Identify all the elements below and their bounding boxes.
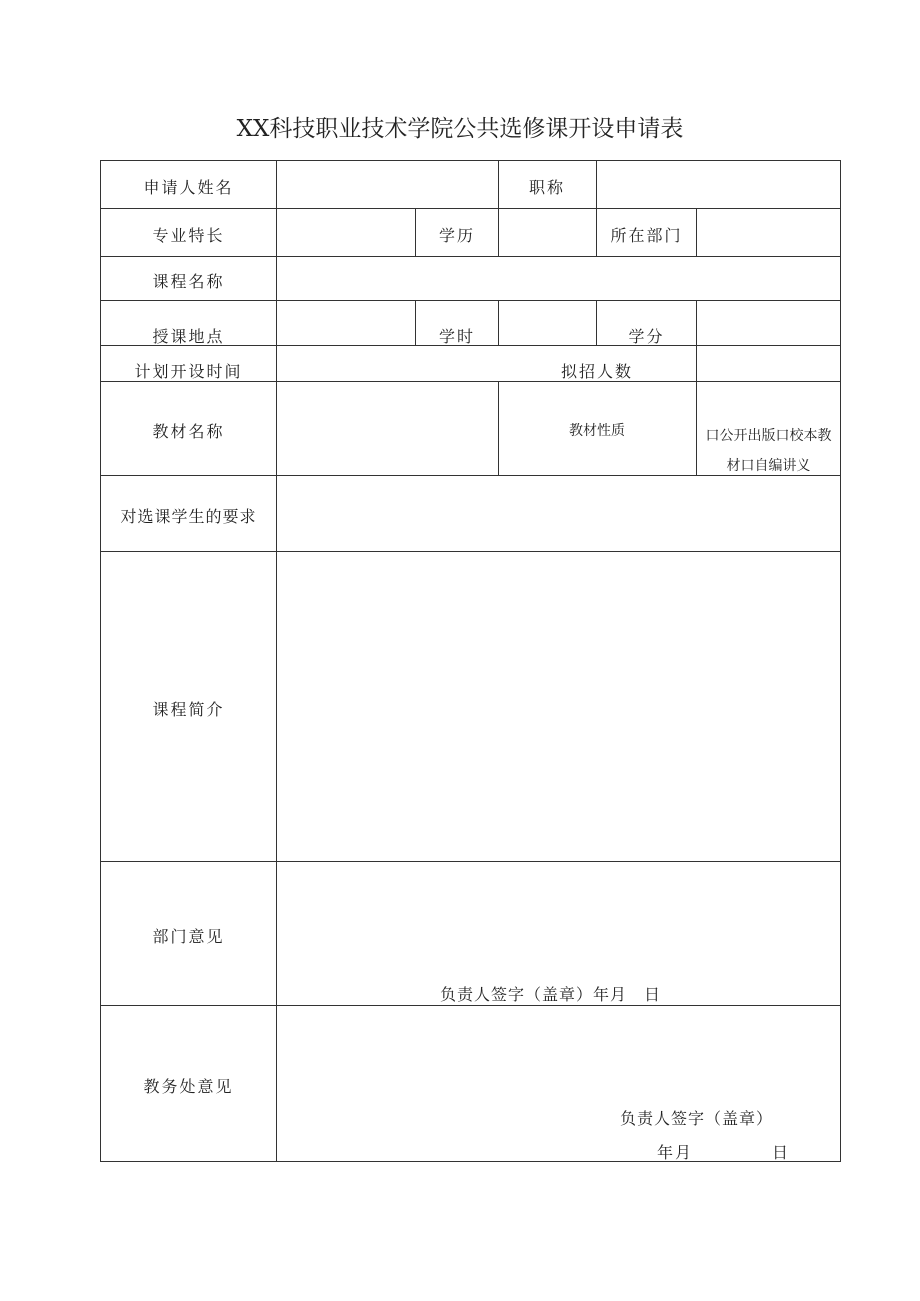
planned-time-field[interactable]: [277, 346, 498, 381]
location-label: 授课地点: [152, 327, 225, 346]
job-title-label: 职称: [528, 178, 565, 197]
specialty-label: 专业特长: [152, 226, 225, 245]
academic-date-day: 日: [772, 1143, 791, 1162]
course-name-field[interactable]: [277, 257, 840, 300]
credits-field[interactable]: [697, 301, 840, 345]
table-border-bottom: [100, 1161, 841, 1162]
dept-opinion-field[interactable]: [277, 862, 840, 972]
table-border-right: [840, 160, 841, 1162]
course-intro-field[interactable]: [277, 552, 840, 861]
dept-signature-line: 负责人签字（盖章）年月 日: [440, 985, 662, 1004]
form-title: XX科技职业技术学院公共选修课开设申请表: [236, 116, 684, 142]
academic-signature-line: 负责人签字（盖章）: [620, 1109, 774, 1128]
textbook-type-label: 教材性质: [569, 423, 625, 439]
enrollment-label: 拟招人数: [560, 362, 633, 381]
department-label: 所在部门: [610, 226, 683, 245]
textbook-name-label: 教材名称: [152, 422, 225, 441]
credits-label: 学分: [628, 327, 665, 346]
job-title-field[interactable]: [597, 161, 840, 208]
education-label: 学历: [438, 226, 475, 245]
hours-label: 学时: [438, 327, 475, 346]
planned-time-label: 计划开设时间: [134, 362, 243, 381]
textbook-options-line2[interactable]: 材口自编讲义: [726, 458, 811, 474]
student-requirements-label: 对选课学生的要求: [120, 507, 257, 526]
academic-opinion-label: 教务处意见: [143, 1077, 234, 1096]
applicant-name-label: 申请人姓名: [143, 178, 234, 197]
academic-date-year-month: 年月: [657, 1143, 694, 1162]
course-name-label: 课程名称: [152, 272, 225, 291]
education-field[interactable]: [499, 209, 596, 256]
academic-opinion-field[interactable]: [277, 1006, 840, 1102]
enrollment-field[interactable]: [697, 346, 840, 381]
textbook-options-line1[interactable]: 口公开出版口校本教: [705, 428, 832, 444]
course-intro-label: 课程简介: [152, 700, 225, 719]
location-field[interactable]: [277, 301, 415, 345]
hours-field[interactable]: [499, 301, 596, 345]
dept-opinion-label: 部门意见: [152, 927, 225, 946]
specialty-field[interactable]: [277, 209, 415, 256]
textbook-name-field[interactable]: [277, 382, 498, 475]
applicant-name-field[interactable]: [277, 161, 498, 208]
table-border-left: [100, 160, 101, 1162]
department-field[interactable]: [697, 209, 840, 256]
student-requirements-field[interactable]: [277, 476, 840, 551]
